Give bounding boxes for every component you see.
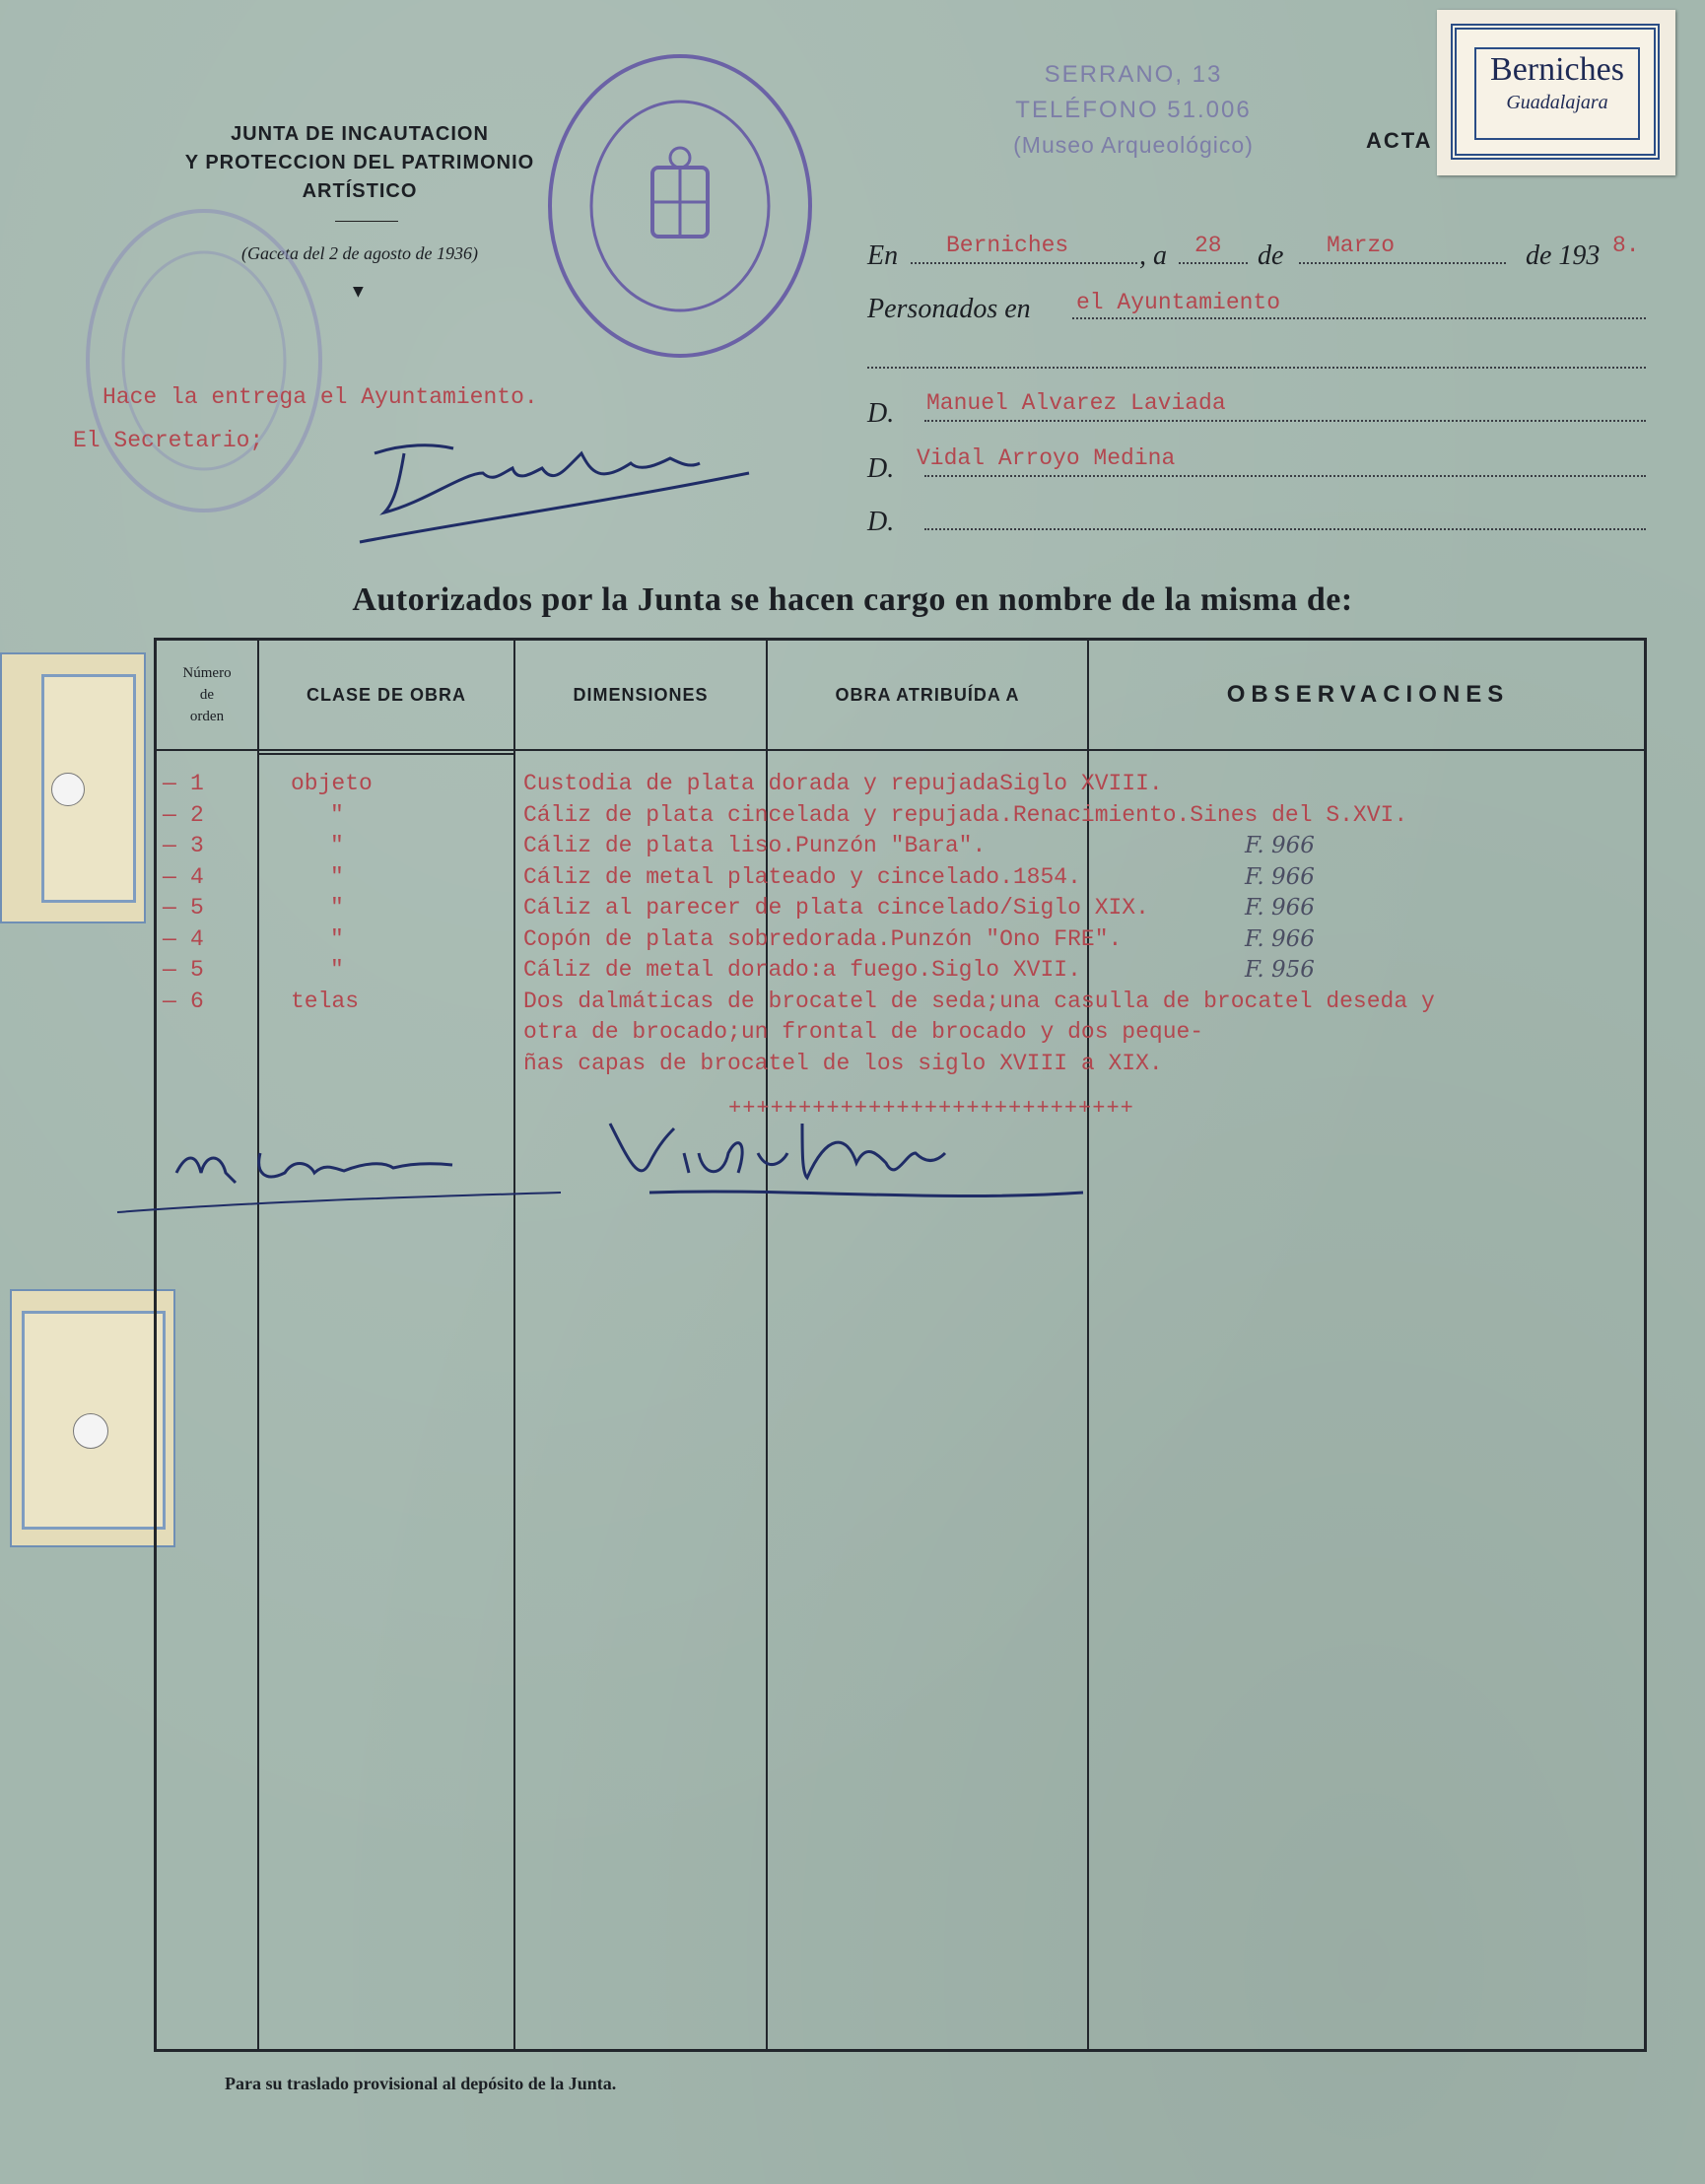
- tick-mark-icon: —: [163, 988, 176, 1014]
- header-observaciones: OBSERVACIONES: [1226, 681, 1510, 708]
- header-clase: CLASE DE OBRA: [306, 684, 466, 705]
- gazette-reference: (Gaceta del 2 de agosto de 1936): [241, 243, 478, 263]
- tick-mark-icon: —: [163, 863, 176, 890]
- row-handwritten-note: F. 966: [1245, 925, 1315, 952]
- faint-municipal-seal-icon: [81, 203, 327, 518]
- header-atribuida: OBRA ATRIBUÍDA A: [835, 684, 1020, 705]
- punch-hole-icon: [73, 1413, 108, 1449]
- place-label-stamp: [1437, 10, 1675, 175]
- seal-text: [621, 394, 818, 395]
- year-prefix: de 193: [1526, 240, 1601, 271]
- table-row: [157, 833, 1650, 863]
- row-description: Cáliz al parecer de plata cincelado/Siglo XIX.: [523, 895, 1149, 921]
- tick-mark-icon: —: [163, 957, 176, 983]
- footer-note: Para su traslado provisional al depósito de la Junta.: [225, 2074, 617, 2093]
- phone-line: TELÉFONO 51.006: [1015, 97, 1252, 123]
- row-description: Dos dalmáticas de brocatel de seda;una casulla de brocatel deseda y: [523, 988, 1435, 1014]
- header-num-line: orden: [189, 709, 225, 724]
- acta-label: ACTA: [1366, 128, 1433, 153]
- inventory-table: [154, 638, 1647, 2052]
- row-number: 4: [190, 863, 204, 890]
- org-line: ARTÍSTICO: [302, 180, 418, 202]
- row-clase: telas: [291, 988, 360, 1014]
- tick-mark-icon: —: [163, 925, 176, 952]
- row-description: Cáliz de plata liso.Punzón "Bara".: [523, 833, 987, 858]
- year-digit: 8.: [1612, 233, 1640, 258]
- tick-mark-icon: —: [163, 801, 176, 828]
- d-label: D.: [867, 398, 895, 429]
- row-handwritten-note: F. 966: [1245, 895, 1315, 921]
- header-divider: [335, 221, 398, 222]
- secretary-label: El Secretario;: [73, 428, 264, 453]
- table-row: [157, 1051, 1650, 1081]
- table-row: [157, 895, 1650, 925]
- row-number: 5: [190, 895, 204, 921]
- row-clase: ": [330, 801, 344, 828]
- a-label: , a: [1139, 240, 1167, 271]
- row-number: 6: [190, 988, 204, 1014]
- org-line: JUNTA DE INCAUTACION: [231, 123, 489, 145]
- row-number: 1: [190, 771, 204, 796]
- org-line: Y PROTECCION DEL PATRIMONIO: [184, 152, 535, 173]
- delivery-note: Hace la entrega el Ayuntamiento.: [102, 384, 538, 410]
- secretary-signature-icon: [345, 414, 759, 552]
- document-title: Autorizados por la Junta se hacen cargo en nombre de la misma de:: [352, 581, 1353, 618]
- header-num-line: de: [199, 687, 215, 703]
- row-description: Cáliz de metal plateado y cincelado.1854.: [523, 863, 1081, 890]
- signature-1-icon: [98, 1114, 610, 1222]
- revenue-stamp-top: [0, 652, 146, 923]
- table-row: [157, 1019, 1650, 1050]
- personados-value: el Ayuntamiento: [1076, 290, 1281, 315]
- flourish-icon: ▼: [353, 284, 363, 300]
- address-line: SERRANO, 13: [1044, 61, 1223, 88]
- table-row: [157, 926, 1650, 957]
- de-label: de: [1258, 240, 1284, 271]
- row-number: 3: [190, 833, 204, 858]
- signature-2-icon: [590, 1094, 1103, 1212]
- day-value: 28: [1194, 233, 1222, 258]
- row-number: 5: [190, 957, 204, 983]
- row-clase: ": [330, 957, 344, 983]
- person-1: Manuel Alvarez Laviada: [926, 390, 1226, 416]
- row-description: ñas capas de brocatel de los siglo XVIII a XIX.: [523, 1050, 1163, 1076]
- row-clase: ": [330, 895, 344, 921]
- row-description: Custodia de plata dorada y repujadaSiglo XVIII.: [523, 771, 1163, 796]
- row-clase: ": [330, 925, 344, 952]
- row-number: 2: [190, 801, 204, 828]
- header-dimensiones: DIMENSIONES: [573, 684, 709, 705]
- month-value: Marzo: [1327, 233, 1396, 258]
- cross-line: +++++++++++++++++++++++++++++: [728, 1096, 1134, 1121]
- header-num-line: Número: [182, 665, 232, 681]
- row-description: otra de brocado;un frontal de brocado y dos peque-: [523, 1019, 1204, 1045]
- stamp-label-province: Guadalajara: [1506, 92, 1608, 113]
- place-value: Berniches: [946, 233, 1069, 258]
- revenue-stamp-bottom: [10, 1289, 175, 1547]
- row-description: Copón de plata sobredorada.Punzón "Ono FRE".: [523, 925, 1123, 952]
- table-row: [157, 802, 1650, 833]
- table-row: [157, 989, 1650, 1019]
- d-label: D.: [867, 453, 895, 484]
- row-clase: ": [330, 833, 344, 858]
- row-handwritten-note: F. 966: [1245, 833, 1315, 858]
- row-description: Cáliz de plata cincelada y repujada.Renacimiento.Sines del S.XVI.: [523, 801, 1408, 828]
- personados-label: Personados en: [867, 294, 1031, 324]
- row-handwritten-note: F. 966: [1245, 863, 1315, 890]
- header-num: [157, 641, 257, 749]
- en-label: En: [867, 240, 899, 271]
- tick-mark-icon: —: [163, 771, 176, 796]
- row-handwritten-note: F. 956: [1245, 957, 1315, 983]
- table-row: [157, 864, 1650, 895]
- row-clase: ": [330, 863, 344, 890]
- tick-mark-icon: —: [163, 895, 176, 921]
- d-label: D.: [867, 507, 895, 537]
- row-description: Cáliz de metal dorado:a fuego.Siglo XVII.: [523, 957, 1081, 983]
- table-row: [157, 957, 1650, 988]
- official-seal-icon: [544, 49, 816, 363]
- person-2: Vidal Arroyo Medina: [917, 445, 1176, 471]
- row-clase: objeto: [291, 771, 373, 796]
- org-heading: [148, 120, 572, 206]
- tick-mark-icon: —: [163, 833, 176, 858]
- row-number: 4: [190, 925, 204, 952]
- stamp-label-town: Berniches: [1490, 51, 1624, 88]
- table-row: [157, 771, 1650, 801]
- punch-hole-icon: [51, 773, 85, 806]
- museum-line: (Museo Arqueológico): [1013, 132, 1254, 158]
